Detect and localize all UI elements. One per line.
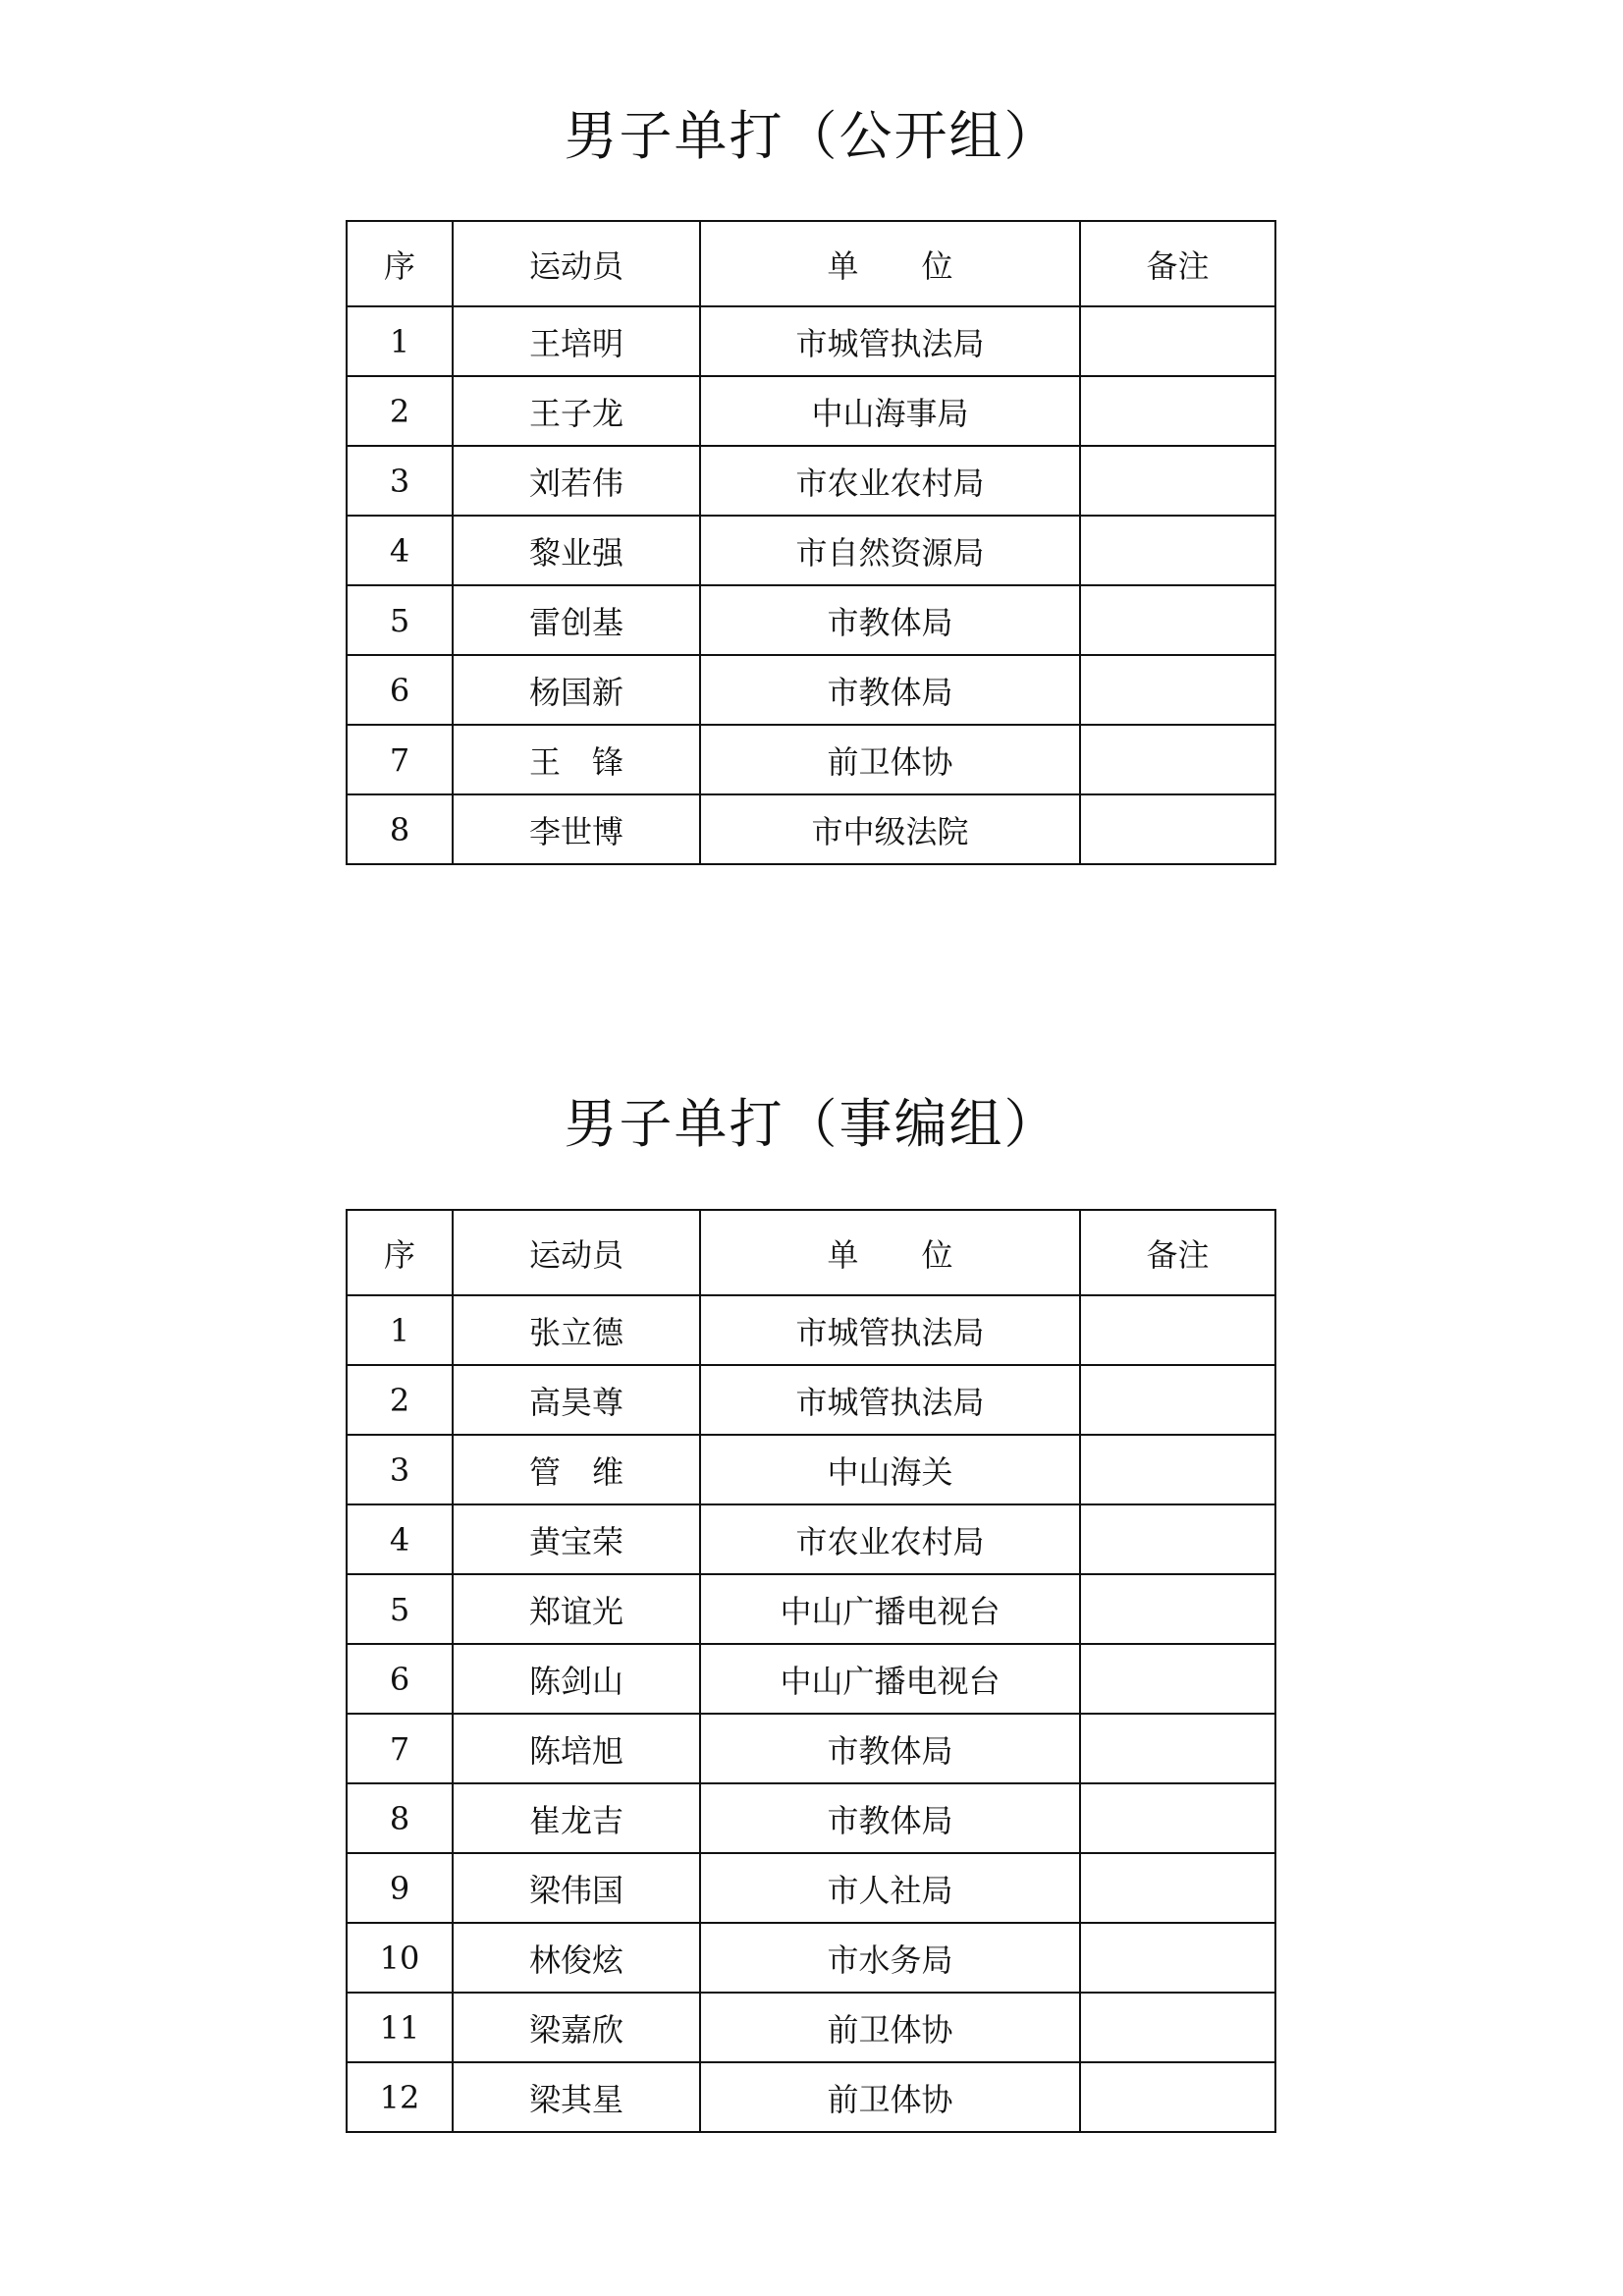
cell-note bbox=[1080, 1504, 1275, 1574]
cell-unit: 市城管执法局 bbox=[700, 1295, 1080, 1365]
header-athlete: 运动员 bbox=[453, 221, 700, 306]
cell-unit: 中山海事局 bbox=[700, 376, 1080, 446]
cell-no: 12 bbox=[347, 2062, 453, 2132]
table-row bbox=[347, 794, 1275, 864]
cell-no: 2 bbox=[347, 1365, 453, 1435]
cell-athlete: 郑谊光 bbox=[453, 1574, 700, 1644]
cell-no: 6 bbox=[347, 655, 453, 725]
cell-note bbox=[1080, 376, 1275, 446]
table-row bbox=[347, 725, 1275, 794]
cell-no: 1 bbox=[347, 1295, 453, 1365]
cell-note bbox=[1080, 1783, 1275, 1853]
cell-athlete: 王 锋 bbox=[453, 725, 700, 794]
cell-unit: 中山海关 bbox=[700, 1435, 1080, 1504]
cell-no: 8 bbox=[347, 1783, 453, 1853]
roster-table-institution-group bbox=[346, 1209, 1276, 2133]
cell-unit: 市人社局 bbox=[700, 1853, 1080, 1923]
cell-no: 8 bbox=[347, 794, 453, 864]
cell-athlete: 王培明 bbox=[453, 306, 700, 376]
cell-no: 7 bbox=[347, 725, 453, 794]
table-row bbox=[347, 516, 1275, 585]
cell-athlete: 梁嘉欣 bbox=[453, 1993, 700, 2062]
cell-note bbox=[1080, 794, 1275, 864]
table-row bbox=[347, 1993, 1275, 2062]
cell-athlete: 崔龙吉 bbox=[453, 1783, 700, 1853]
cell-no: 1 bbox=[347, 306, 453, 376]
header-unit: 单 位 bbox=[700, 221, 1080, 306]
table-row bbox=[347, 376, 1275, 446]
cell-note bbox=[1080, 1644, 1275, 1714]
cell-note bbox=[1080, 1993, 1275, 2062]
cell-athlete: 陈剑山 bbox=[453, 1644, 700, 1714]
cell-no: 4 bbox=[347, 516, 453, 585]
cell-unit: 市城管执法局 bbox=[700, 306, 1080, 376]
cell-unit: 市教体局 bbox=[700, 1783, 1080, 1853]
cell-athlete: 林俊炫 bbox=[453, 1923, 700, 1993]
table-header-row bbox=[347, 221, 1275, 306]
cell-athlete: 黄宝荣 bbox=[453, 1504, 700, 1574]
cell-note bbox=[1080, 446, 1275, 516]
header-no: 序 bbox=[347, 1210, 453, 1295]
cell-unit: 市农业农村局 bbox=[700, 1504, 1080, 1574]
table-row bbox=[347, 1365, 1275, 1435]
cell-unit: 市自然资源局 bbox=[700, 516, 1080, 585]
cell-athlete: 王子龙 bbox=[453, 376, 700, 446]
cell-athlete: 梁其星 bbox=[453, 2062, 700, 2132]
cell-note bbox=[1080, 1365, 1275, 1435]
cell-athlete: 刘若伟 bbox=[453, 446, 700, 516]
table-row bbox=[347, 446, 1275, 516]
table-row bbox=[347, 1295, 1275, 1365]
header-athlete: 运动员 bbox=[453, 1210, 700, 1295]
header-note: 备注 bbox=[1080, 1210, 1275, 1295]
cell-unit: 中山广播电视台 bbox=[700, 1574, 1080, 1644]
table-row bbox=[347, 585, 1275, 655]
cell-unit: 前卫体协 bbox=[700, 2062, 1080, 2132]
cell-note bbox=[1080, 2062, 1275, 2132]
cell-no: 4 bbox=[347, 1504, 453, 1574]
cell-no: 2 bbox=[347, 376, 453, 446]
table-row bbox=[347, 1435, 1275, 1504]
cell-unit: 市城管执法局 bbox=[700, 1365, 1080, 1435]
cell-note bbox=[1080, 1435, 1275, 1504]
roster-table-open-group bbox=[346, 220, 1276, 865]
cell-note bbox=[1080, 655, 1275, 725]
cell-note bbox=[1080, 1574, 1275, 1644]
cell-athlete: 梁伟国 bbox=[453, 1853, 700, 1923]
table-row bbox=[347, 2062, 1275, 2132]
cell-unit: 中山广播电视台 bbox=[700, 1644, 1080, 1714]
cell-unit: 市教体局 bbox=[700, 1714, 1080, 1783]
table-row bbox=[347, 1923, 1275, 1993]
cell-note bbox=[1080, 725, 1275, 794]
cell-no: 5 bbox=[347, 1574, 453, 1644]
cell-athlete: 管 维 bbox=[453, 1435, 700, 1504]
cell-unit: 市教体局 bbox=[700, 655, 1080, 725]
cell-note bbox=[1080, 1714, 1275, 1783]
cell-no: 10 bbox=[347, 1923, 453, 1993]
cell-athlete: 高昊尊 bbox=[453, 1365, 700, 1435]
cell-unit: 前卫体协 bbox=[700, 725, 1080, 794]
cell-unit: 市水务局 bbox=[700, 1923, 1080, 1993]
section-title-institution-group: 男子单打（事编组） bbox=[564, 1093, 1059, 1155]
cell-unit: 市农业农村局 bbox=[700, 446, 1080, 516]
cell-athlete: 杨国新 bbox=[453, 655, 700, 725]
cell-unit: 市教体局 bbox=[700, 585, 1080, 655]
table-row bbox=[347, 306, 1275, 376]
cell-no: 7 bbox=[347, 1714, 453, 1783]
cell-no: 6 bbox=[347, 1644, 453, 1714]
table-row bbox=[347, 1504, 1275, 1574]
section-title-open-group: 男子单打（公开组） bbox=[564, 105, 1059, 167]
cell-no: 5 bbox=[347, 585, 453, 655]
header-no: 序 bbox=[347, 221, 453, 306]
table-header-row bbox=[347, 1210, 1275, 1295]
cell-athlete: 雷创基 bbox=[453, 585, 700, 655]
cell-athlete: 黎业强 bbox=[453, 516, 700, 585]
table-row bbox=[347, 1853, 1275, 1923]
cell-athlete: 陈培旭 bbox=[453, 1714, 700, 1783]
cell-no: 11 bbox=[347, 1993, 453, 2062]
table-row bbox=[347, 1783, 1275, 1853]
cell-athlete: 张立德 bbox=[453, 1295, 700, 1365]
cell-note bbox=[1080, 585, 1275, 655]
header-unit: 单 位 bbox=[700, 1210, 1080, 1295]
cell-no: 3 bbox=[347, 446, 453, 516]
table-row bbox=[347, 655, 1275, 725]
table-row bbox=[347, 1644, 1275, 1714]
table-row bbox=[347, 1714, 1275, 1783]
header-note: 备注 bbox=[1080, 221, 1275, 306]
cell-athlete: 李世博 bbox=[453, 794, 700, 864]
cell-note bbox=[1080, 306, 1275, 376]
cell-note bbox=[1080, 516, 1275, 585]
table-row bbox=[347, 1574, 1275, 1644]
cell-note bbox=[1080, 1853, 1275, 1923]
cell-unit: 前卫体协 bbox=[700, 1993, 1080, 2062]
cell-note bbox=[1080, 1295, 1275, 1365]
cell-no: 3 bbox=[347, 1435, 453, 1504]
cell-unit: 市中级法院 bbox=[700, 794, 1080, 864]
cell-note bbox=[1080, 1923, 1275, 1993]
cell-no: 9 bbox=[347, 1853, 453, 1923]
